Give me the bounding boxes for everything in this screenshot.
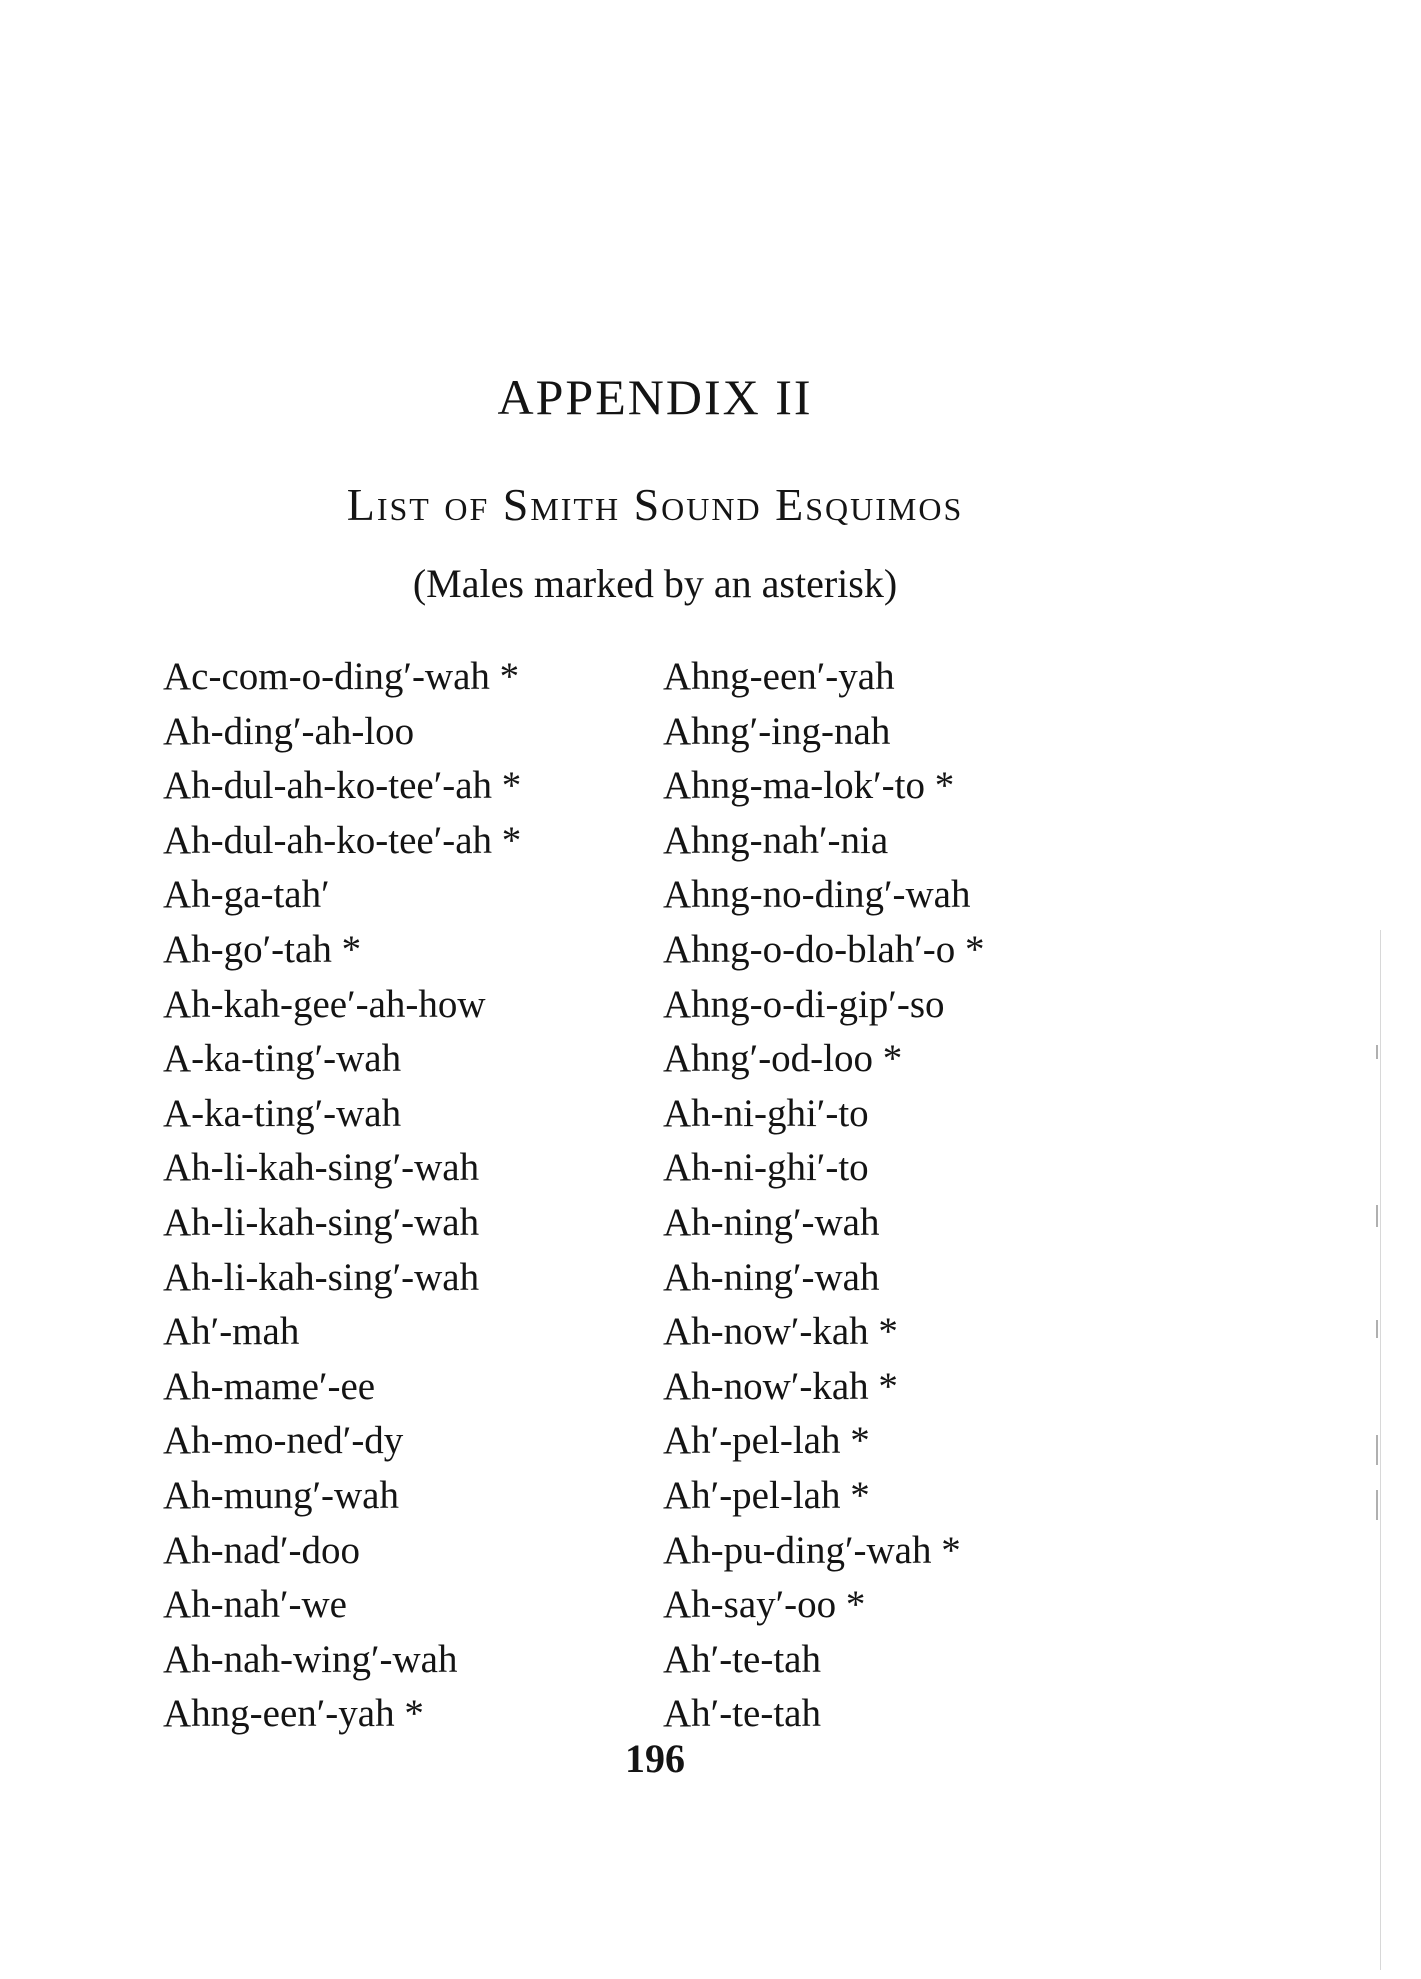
- name-entry: Ah-li-kah-sing′-wah: [163, 1146, 480, 1190]
- name-entry: Ah-dul-ah-ko-tee′-ah *: [163, 818, 522, 862]
- scan-edge-line: [1380, 930, 1383, 1970]
- name-entry: Ahng′-od-loo *: [663, 1037, 903, 1081]
- name-entry: Ah-now′-kah *: [663, 1310, 898, 1354]
- name-entry: Ahng-o-di-gip′-so: [663, 982, 945, 1026]
- list-title: List of Smith Sound Esquimos: [346, 479, 964, 530]
- name-entry: Ah-nad′-doo: [163, 1528, 360, 1572]
- name-entry: Ah-mung′-wah: [163, 1473, 399, 1517]
- scan-edge-mark: [1376, 1435, 1378, 1465]
- name-entry: Ah-li-kah-sing′-wah: [163, 1255, 480, 1299]
- name-entry: Ahng-een′-yah *: [163, 1692, 424, 1736]
- name-entry: Ah′-mah: [163, 1310, 300, 1354]
- scan-edge-mark: [1376, 1045, 1378, 1059]
- scan-edge-mark: [1376, 1490, 1378, 1520]
- name-entry: Ahng′-ing-nah: [663, 709, 891, 753]
- scan-edge-mark: [1376, 1205, 1378, 1227]
- name-entry: Ah′-te-tah: [663, 1692, 821, 1736]
- name-entry: Ah-ning′-wah: [663, 1200, 880, 1244]
- name-entry: A-ka-ting′-wah: [163, 1037, 402, 1081]
- name-entry: Ah-nah′-we: [163, 1583, 347, 1627]
- scan-edge-mark: [1376, 1320, 1378, 1338]
- name-entry: Ah-li-kah-sing′-wah: [163, 1200, 480, 1244]
- name-entry: Ah-now′-kah *: [663, 1364, 898, 1408]
- name-entry: Ah′-te-tah: [663, 1637, 821, 1681]
- name-entry: Ah-ning′-wah: [663, 1255, 880, 1299]
- name-entry: Ah-pu-ding′-wah *: [663, 1528, 961, 1572]
- name-entry: Ahng-een′-yah: [663, 655, 895, 698]
- name-entry: Ah-ga-tah′: [163, 873, 330, 917]
- name-entry: Ah′-pel-lah *: [663, 1419, 870, 1463]
- name-entry: Ahng-ma-lok′-to *: [663, 764, 955, 808]
- name-entry: Ah-mame′-ee: [163, 1364, 376, 1408]
- name-entry: Ah-nah-wing′-wah: [163, 1637, 458, 1681]
- name-entry: Ahng-o-do-blah′-o *: [663, 927, 985, 971]
- name-entry: Ah-go′-tah *: [163, 927, 362, 971]
- name-entry: Ah′-pel-lah *: [663, 1473, 870, 1517]
- name-entry: Ah-dul-ah-ko-tee′-ah *: [163, 764, 522, 808]
- name-entry: Ah-ding′-ah-loo: [163, 709, 415, 753]
- appendix-title: APPENDIX II: [497, 369, 813, 425]
- names-left-column: [163, 650, 521, 1742]
- name-entry: Ah-say′-oo *: [663, 1583, 866, 1627]
- name-entry: Ahng-nah′-nia: [663, 818, 889, 862]
- name-entry: A-ka-ting′-wah: [163, 1091, 402, 1135]
- name-entry: Ah-ni-ghi′-to: [663, 1091, 869, 1135]
- name-entry: Ah-kah-gee′-ah-how: [163, 982, 486, 1026]
- name-entry: Ac-com-o-ding′-wah *: [163, 655, 520, 698]
- subtitle: (Males marked by an asterisk): [412, 561, 898, 606]
- name-entry: Ah-ni-ghi′-to: [663, 1146, 869, 1190]
- name-entry: Ah-mo-ned′-dy: [163, 1419, 404, 1463]
- names-right-column: [663, 650, 985, 1742]
- page-number: 196: [625, 1736, 685, 1781]
- name-entry: Ahng-no-ding′-wah: [663, 873, 971, 917]
